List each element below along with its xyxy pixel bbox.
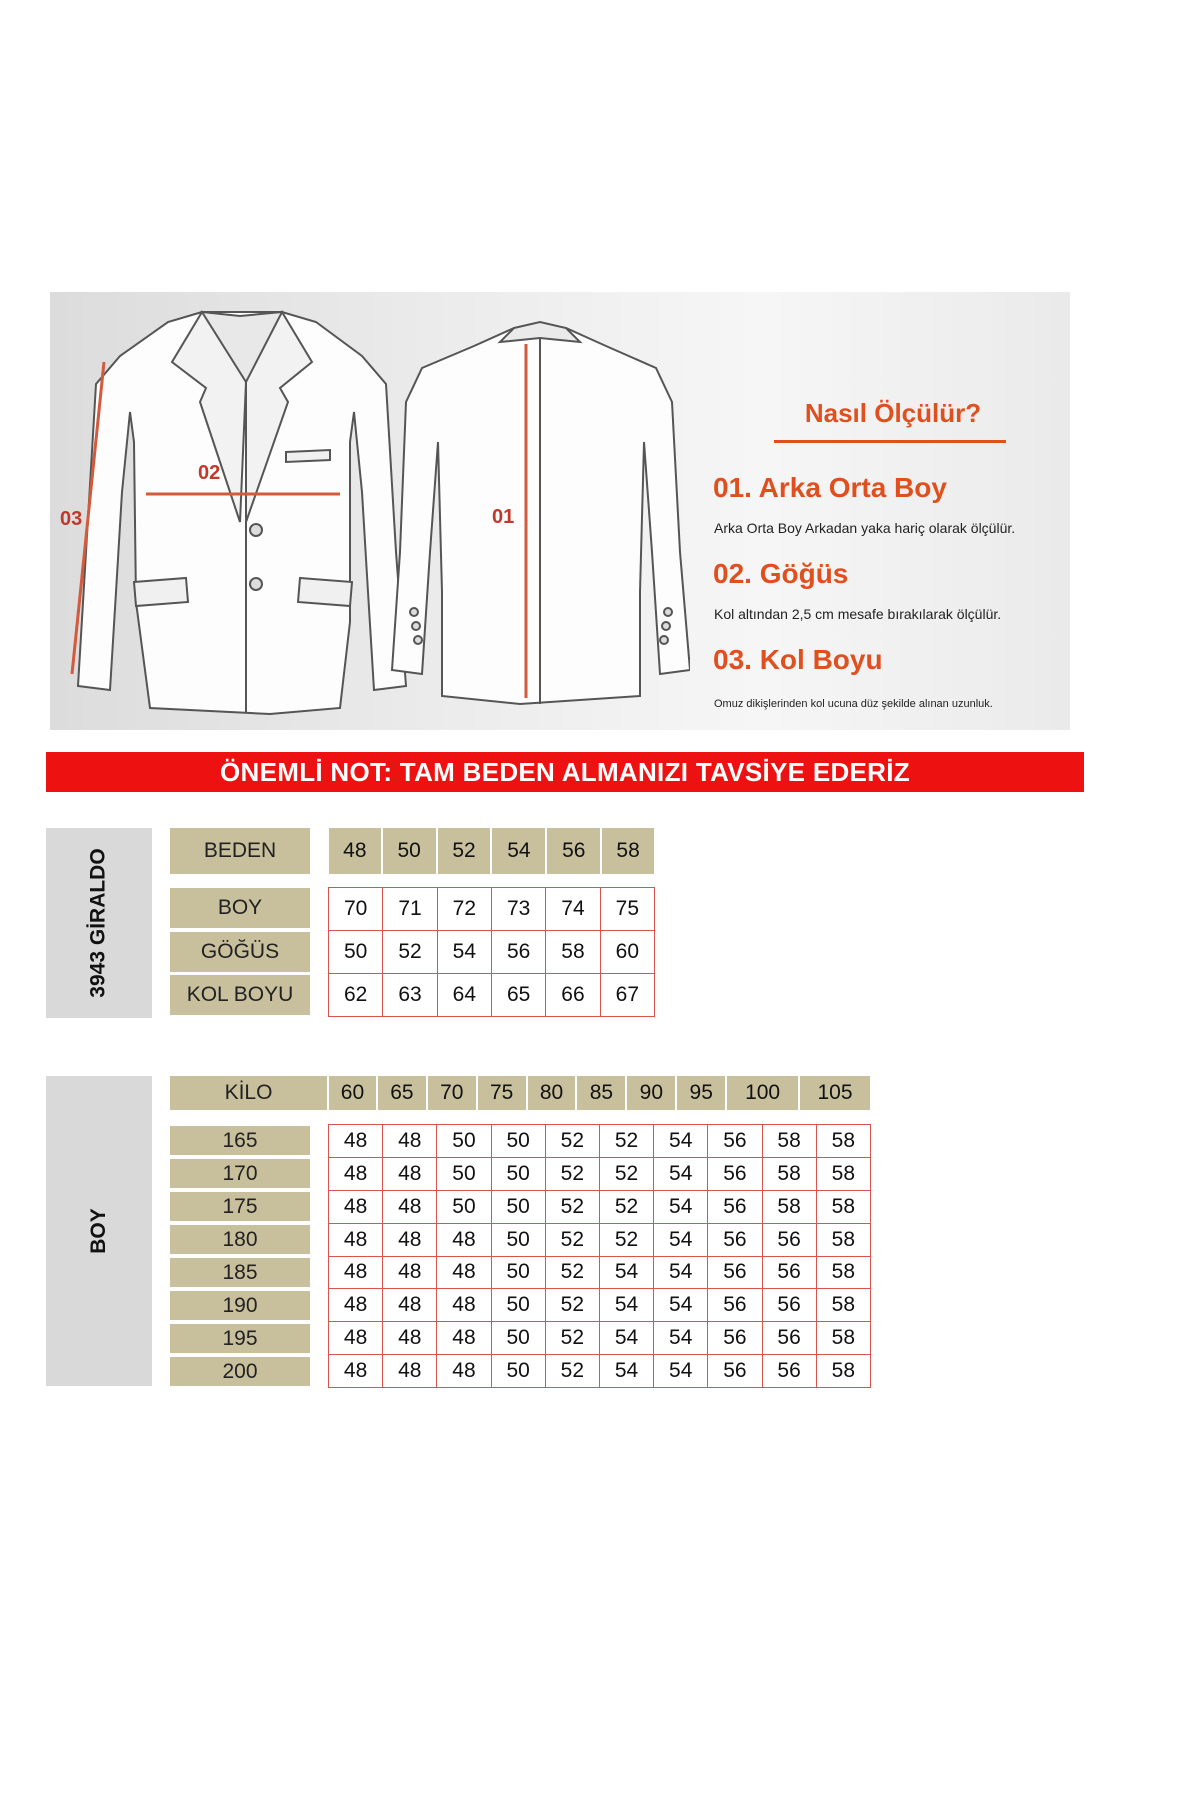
size-recommendation-cell: 48 [329, 1190, 383, 1223]
size-recommendation-cell: 56 [708, 1355, 762, 1388]
size-recommendation-cell: 54 [654, 1289, 708, 1322]
height-row-label: 180 [170, 1225, 310, 1254]
size-recommendation-cell: 58 [816, 1256, 870, 1289]
size-measure-cell: 58 [546, 931, 600, 974]
step-1-title: 01. Arka Orta Boy [713, 472, 947, 503]
size-recommendation-cell: 54 [654, 1125, 708, 1158]
size-recommendation-grid [328, 1124, 871, 1388]
size-measure-cell: 50 [329, 931, 383, 974]
weight-header-cell-3: 75 [477, 1076, 527, 1110]
size-measure-cell: 52 [383, 931, 437, 974]
size-measure-cell: 67 [600, 974, 654, 1017]
size-recommendation-cell: 58 [816, 1125, 870, 1158]
row-label-boy: BOY [170, 888, 310, 928]
size-recommendation-cell: 52 [545, 1223, 599, 1256]
size-measure-cell: 65 [491, 974, 545, 1017]
size-header-row [329, 828, 654, 874]
size-measure-cell: 66 [546, 974, 600, 1017]
size-recommendation-cell: 50 [491, 1157, 545, 1190]
size-recommendation-cell: 54 [599, 1355, 653, 1388]
size-recommendation-cell: 48 [329, 1355, 383, 1388]
size-recommendation-cell: 54 [654, 1157, 708, 1190]
size-recommendation-cell: 50 [437, 1157, 491, 1190]
size-header-cell-1: 50 [382, 828, 437, 874]
size-recommendation-cell: 58 [762, 1125, 816, 1158]
size-recommendation-cell: 50 [491, 1190, 545, 1223]
weight-header-cell-1: 65 [377, 1076, 427, 1110]
size-measure-cell: 63 [383, 974, 437, 1017]
step-2-desc: Kol altından 2,5 cm mesafe bırakılarak ölçülür. [714, 606, 1002, 622]
size-recommendation-cell: 52 [545, 1256, 599, 1289]
size-recommendation-cell: 48 [329, 1157, 383, 1190]
size-recommendation-cell: 50 [437, 1190, 491, 1223]
size-recommendation-cell: 48 [383, 1190, 437, 1223]
size-header-cell-2: 52 [437, 828, 492, 874]
jacket-illustrations [50, 292, 690, 730]
model-side-label [46, 828, 152, 1018]
size-recommendation-cell: 52 [599, 1157, 653, 1190]
step-3-title: 03. Kol Boyu [713, 644, 883, 675]
size-recommendation-cell: 50 [491, 1322, 545, 1355]
size-recommendation-cell: 54 [599, 1289, 653, 1322]
size-measure-cell: 71 [383, 888, 437, 931]
size-measure-cell: 62 [329, 974, 383, 1017]
size-recommendation-cell: 58 [816, 1289, 870, 1322]
size-recommendation-cell: 50 [491, 1256, 545, 1289]
row-label-gogus: GÖĞÜS [170, 932, 310, 972]
height-row-label: 200 [170, 1357, 310, 1386]
model-name: 3943 GİRALDO [87, 848, 111, 998]
size-recommendation-cell: 54 [654, 1256, 708, 1289]
size-header-label: BEDEN [170, 828, 310, 874]
guide-heading: Nasıl Ölçülür? [804, 398, 982, 428]
size-recommendation-cell: 52 [545, 1190, 599, 1223]
size-recommendation-cell: 50 [491, 1355, 545, 1388]
size-recommendation-cell: 54 [654, 1223, 708, 1256]
weight-header-cell-4: 80 [527, 1076, 577, 1110]
size-recommendation-cell: 48 [437, 1355, 491, 1388]
size-measure-cell: 70 [329, 888, 383, 931]
table-row [329, 1157, 871, 1190]
table-row [329, 1125, 871, 1158]
label-01: 01 [492, 506, 515, 528]
table-row [329, 1322, 871, 1355]
table-row [329, 1355, 871, 1388]
size-recommendation-cell: 56 [708, 1125, 762, 1158]
size-measure-cell: 64 [437, 974, 491, 1017]
back-jacket-drawing [392, 322, 690, 704]
weight-header-cell-6: 90 [626, 1076, 676, 1110]
size-recommendation-cell: 48 [383, 1157, 437, 1190]
weight-header-label: KİLO [170, 1076, 327, 1110]
size-recommendation-cell: 48 [329, 1125, 383, 1158]
size-recommendation-cell: 48 [383, 1322, 437, 1355]
label-02: 02 [198, 462, 221, 484]
step-1-desc: Arka Orta Boy Arkadan yaka hariç olarak ölçülür. [714, 520, 1016, 536]
size-recommendation-cell: 58 [816, 1157, 870, 1190]
size-recommendation-cell: 52 [599, 1125, 653, 1158]
height-row-label: 170 [170, 1159, 310, 1188]
height-axis-label: BOY [86, 1208, 110, 1254]
size-recommendation-cell: 48 [437, 1289, 491, 1322]
size-recommendation-cell: 56 [762, 1256, 816, 1289]
weight-header-row [329, 1076, 870, 1110]
table-row [329, 888, 655, 931]
size-recommendation-cell: 52 [545, 1125, 599, 1158]
weight-header-cell-7: 95 [676, 1076, 726, 1110]
size-measure-cell: 54 [437, 931, 491, 974]
size-recommendation-cell: 48 [329, 1289, 383, 1322]
size-recommendation-cell: 52 [545, 1355, 599, 1388]
size-recommendation-cell: 50 [491, 1125, 545, 1158]
important-note-banner: ÖNEMLİ NOT: TAM BEDEN ALMANIZI TAVSİYE EDERİZ [46, 752, 1084, 792]
size-recommendation-cell: 52 [545, 1157, 599, 1190]
table-row [329, 1190, 871, 1223]
size-measure-cell: 74 [546, 888, 600, 931]
height-row-label: 185 [170, 1258, 310, 1287]
size-recommendation-cell: 56 [762, 1289, 816, 1322]
size-recommendation-cell: 58 [762, 1157, 816, 1190]
size-recommendation-cell: 48 [383, 1355, 437, 1388]
size-header-cell-0: 48 [329, 828, 382, 874]
size-recommendation-cell: 58 [816, 1223, 870, 1256]
size-recommendation-cell: 56 [708, 1190, 762, 1223]
step-2-title: 02. Göğüs [713, 558, 849, 589]
size-recommendation-cell: 48 [437, 1322, 491, 1355]
size-recommendation-cell: 48 [329, 1322, 383, 1355]
measurement-guide [50, 292, 1070, 730]
size-recommendation-cell: 56 [708, 1223, 762, 1256]
size-recommendation-cell: 56 [708, 1256, 762, 1289]
size-recommendation-cell: 48 [437, 1223, 491, 1256]
height-side-label [46, 1076, 152, 1386]
size-recommendation-cell: 56 [708, 1322, 762, 1355]
size-measure-cell: 75 [600, 888, 654, 931]
size-recommendation-cell: 48 [329, 1256, 383, 1289]
weight-header-cell-5: 85 [576, 1076, 626, 1110]
size-recommendation-cell: 48 [329, 1223, 383, 1256]
size-recommendation-cell: 56 [762, 1322, 816, 1355]
size-recommendation-cell: 52 [545, 1289, 599, 1322]
size-measure-grid [328, 887, 655, 1017]
weight-header-cell-8: 100 [726, 1076, 799, 1110]
size-recommendation-cell: 56 [762, 1355, 816, 1388]
weight-header-cell-9: 105 [799, 1076, 870, 1110]
size-header-cell-5: 58 [601, 828, 654, 874]
table-row [329, 1289, 871, 1322]
size-header-cell-3: 54 [491, 828, 546, 874]
size-recommendation-cell: 58 [816, 1355, 870, 1388]
size-recommendation-cell: 54 [654, 1355, 708, 1388]
size-measure-cell: 72 [437, 888, 491, 931]
weight-header-cell-0: 60 [329, 1076, 377, 1110]
table-row [329, 1256, 871, 1289]
size-recommendation-cell: 52 [599, 1223, 653, 1256]
size-recommendation-cell: 54 [599, 1256, 653, 1289]
size-recommendation-cell: 58 [762, 1190, 816, 1223]
size-recommendation-cell: 54 [654, 1190, 708, 1223]
size-recommendation-cell: 52 [599, 1190, 653, 1223]
row-label-kol-boyu: KOL BOYU [170, 975, 310, 1015]
size-recommendation-cell: 54 [599, 1322, 653, 1355]
size-recommendation-cell: 56 [708, 1289, 762, 1322]
heading-underline [774, 440, 1006, 443]
size-recommendation-cell: 58 [816, 1190, 870, 1223]
size-recommendation-cell: 48 [383, 1223, 437, 1256]
weight-header-cell-2: 70 [427, 1076, 477, 1110]
height-row-label: 195 [170, 1324, 310, 1353]
size-measure-cell: 73 [491, 888, 545, 931]
table-row [329, 931, 655, 974]
height-row-label: 175 [170, 1192, 310, 1221]
front-jacket-drawing [78, 312, 406, 714]
size-header-cell-4: 56 [546, 828, 601, 874]
size-recommendation-cell: 50 [491, 1223, 545, 1256]
table-row [329, 974, 655, 1017]
size-recommendation-cell: 48 [383, 1256, 437, 1289]
size-recommendation-cell: 48 [383, 1125, 437, 1158]
size-recommendation-cell: 50 [437, 1125, 491, 1158]
size-recommendation-cell: 56 [762, 1223, 816, 1256]
label-03: 03 [60, 508, 83, 530]
step-3-desc: Omuz dikişlerinden kol ucuna düz şekilde alınan uzunluk. [714, 698, 993, 710]
table-row [329, 1223, 871, 1256]
size-measure-cell: 60 [600, 931, 654, 974]
size-recommendation-cell: 52 [545, 1322, 599, 1355]
size-recommendation-cell: 54 [654, 1322, 708, 1355]
size-recommendation-cell: 50 [491, 1289, 545, 1322]
size-measure-cell: 56 [491, 931, 545, 974]
height-row-label: 165 [170, 1126, 310, 1155]
size-recommendation-cell: 56 [708, 1157, 762, 1190]
size-recommendation-cell: 48 [437, 1256, 491, 1289]
size-recommendation-cell: 48 [383, 1289, 437, 1322]
height-row-label: 190 [170, 1291, 310, 1320]
size-recommendation-cell: 58 [816, 1322, 870, 1355]
